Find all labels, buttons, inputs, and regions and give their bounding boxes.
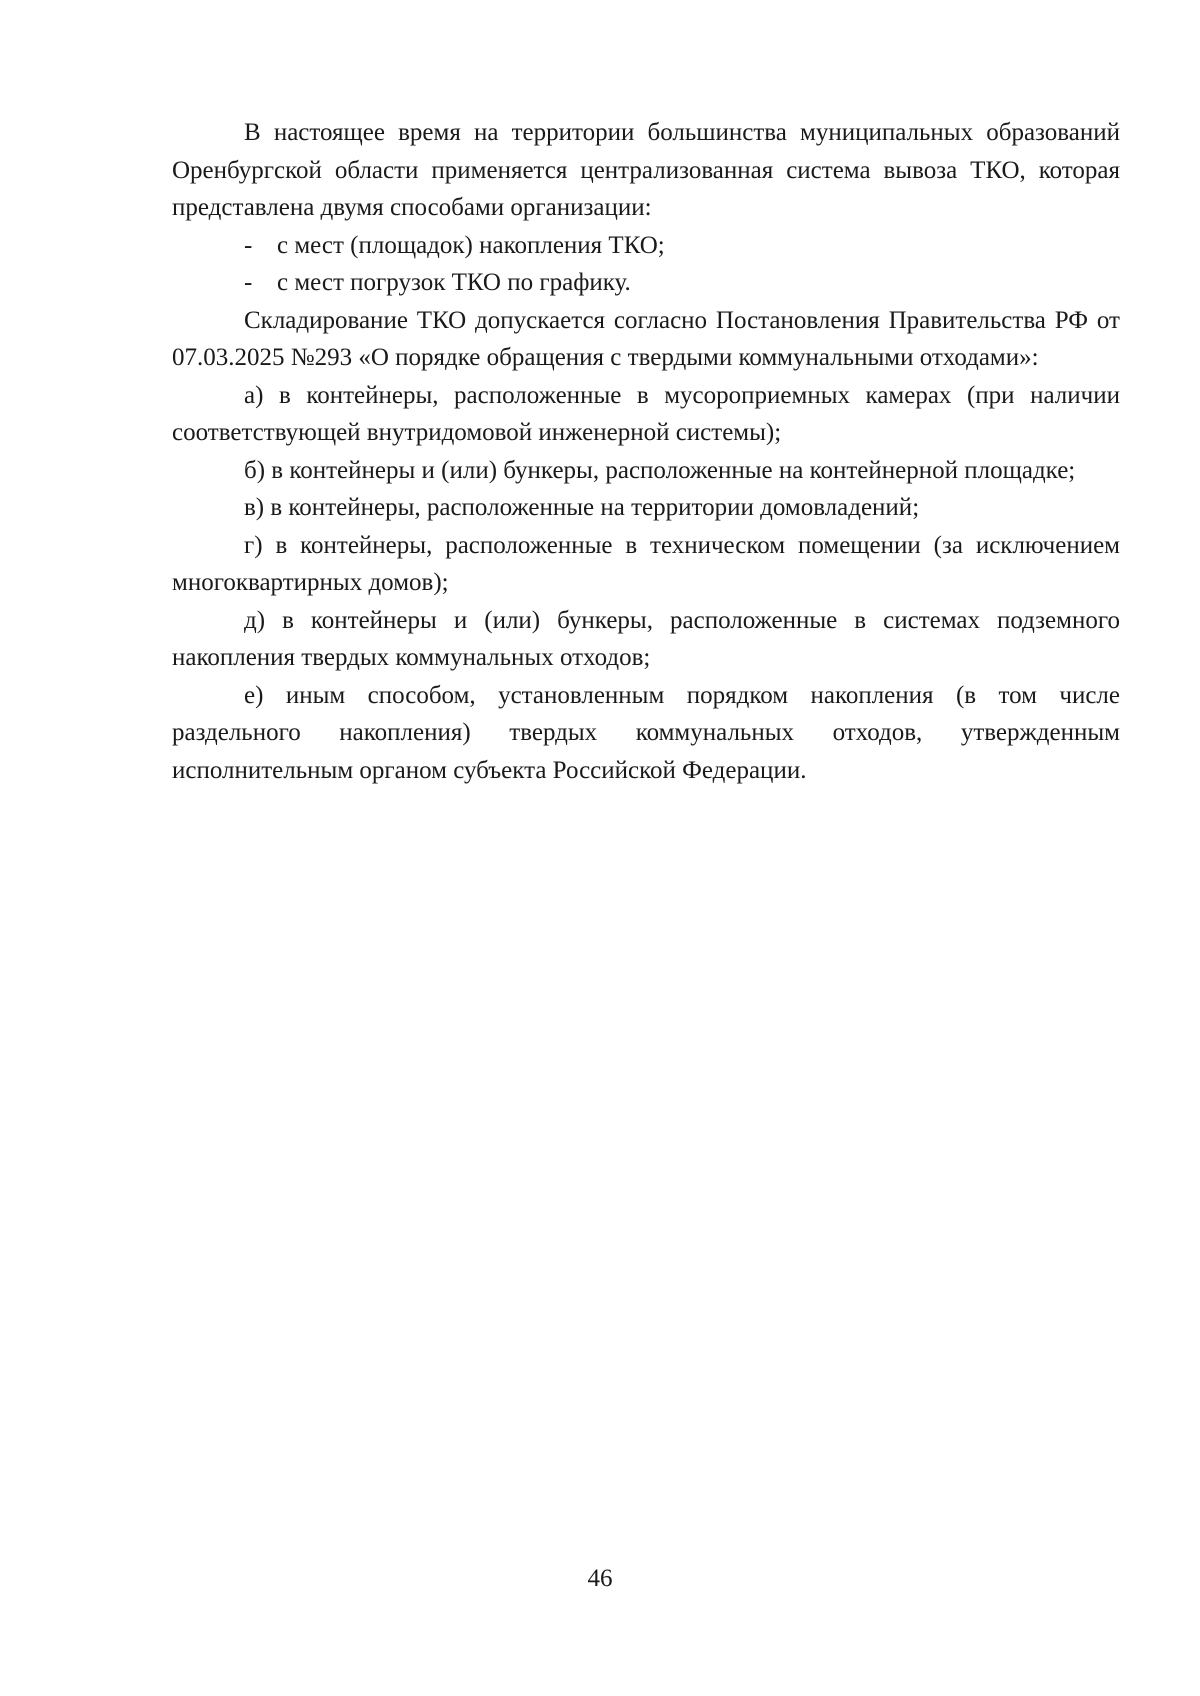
list-item-e: е) иным способом, установленным порядком накопления (в том числе раздельного накопления) твердых коммунальных отходов, утвержденным исполнительным органом субъекта Российской Федерации.: [172, 681, 1120, 784]
bullet-text: с мест погрузок ТКО по графику.: [277, 269, 631, 296]
list-item-v: в) в контейнеры, расположенные на территории домовладений;: [244, 494, 920, 521]
bullet-item: [172, 227, 1120, 265]
list-item-a: а) в контейнеры, расположенные в мусороприемных камерах (при наличии соответствующей внутридомовой инженерной системы);: [172, 381, 1120, 446]
bullet-item: [172, 264, 1120, 302]
intro-paragraph: В настоящее время на территории большинства муниципальных образований Оренбургской области применяется централизованная система вывоза ТКО, которая представлена двумя способами организации:: [172, 119, 1120, 221]
bullet-dash: -: [244, 269, 253, 296]
list-item-d: д) в контейнеры и (или) бункеры, расположенные в системах подземного накопления твердых коммунальных отходов;: [172, 606, 1120, 671]
page-number: 46: [587, 1565, 613, 1592]
bullet-dash: -: [244, 231, 253, 259]
list-item-b: б) в контейнеры и (или) бункеры, расположенные на контейнерной площадке;: [244, 456, 1076, 484]
document-body: [172, 114, 1120, 789]
list-item-g: г) в контейнеры, расположенные в техническом помещении (за исключением многоквартирных домов);: [172, 531, 1120, 596]
storage-paragraph: Складирование ТКО допускается согласно Постановления Правительства РФ от 07.03.2025 №293 «О порядке обращения с твердыми коммунальными отходами»:: [172, 306, 1120, 371]
bullet-text: с мест (площадок) накопления ТКО;: [277, 231, 665, 259]
